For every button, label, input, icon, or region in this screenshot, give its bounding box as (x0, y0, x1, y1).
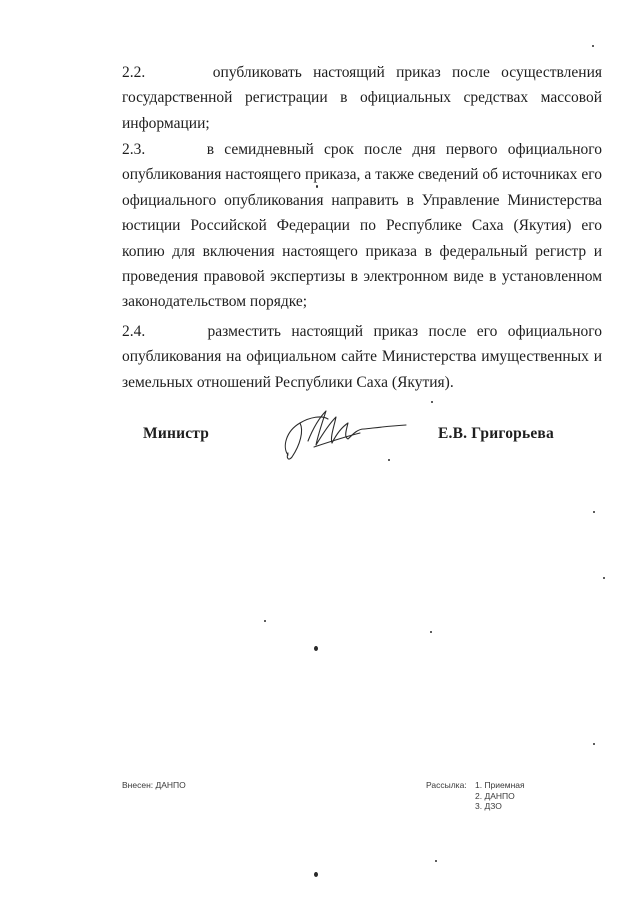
scan-speck (314, 872, 318, 877)
scan-speck (388, 459, 390, 461)
item-2-4 (122, 319, 602, 395)
item-text: разместить настоящий приказ после его официального опубликования на официальном сайте Министерства имущественных и земельных отношений Республики Саха (Якутия). (122, 323, 603, 391)
scan-speck (592, 45, 594, 47)
item-number: 2.4. (122, 323, 146, 340)
distribution-item: 3. ДЗО (475, 801, 502, 811)
distribution-item: 1. Приемная (475, 780, 525, 790)
distribution-list (475, 780, 525, 812)
scan-speck (603, 577, 605, 579)
scan-speck (593, 511, 595, 513)
item-number: 2.2. (122, 64, 146, 81)
scan-speck (264, 620, 266, 622)
scan-speck (430, 631, 432, 633)
scan-speck (431, 401, 433, 403)
item-text: опубликовать настоящий приказ после осуществления государственной регистрации в официальных средствах массовой информации; (122, 64, 603, 132)
scan-speck (593, 743, 595, 745)
scan-speck (314, 646, 318, 651)
item-2-2 (122, 60, 602, 136)
scan-speck (435, 860, 437, 862)
distribution-label: Рассылка: (426, 780, 467, 790)
item-number: 2.3. (122, 141, 146, 158)
item-2-3 (122, 137, 602, 315)
scan-speck (316, 185, 318, 188)
signatory-name: Е.В. Григорьева (438, 425, 554, 442)
signatory-role: Министр (143, 425, 210, 442)
distribution-item: 2. ДАНПО (475, 790, 515, 801)
item-text: в семидневный срок после дня первого официального опубликования настоящего приказа, а также сведений об источниках его официального опубликования направить в Управление Министерства юстиции Российской Федерации по Республике Саха (Якутия) его копию для включения настоящего приказа в федеральный регистр и проведения правовой экспертизы в электронном виде в установленном законодательством порядке; (122, 141, 602, 311)
submitted-by-note: Внесен: ДАНПО (122, 780, 186, 790)
handwritten-signature (278, 401, 410, 463)
